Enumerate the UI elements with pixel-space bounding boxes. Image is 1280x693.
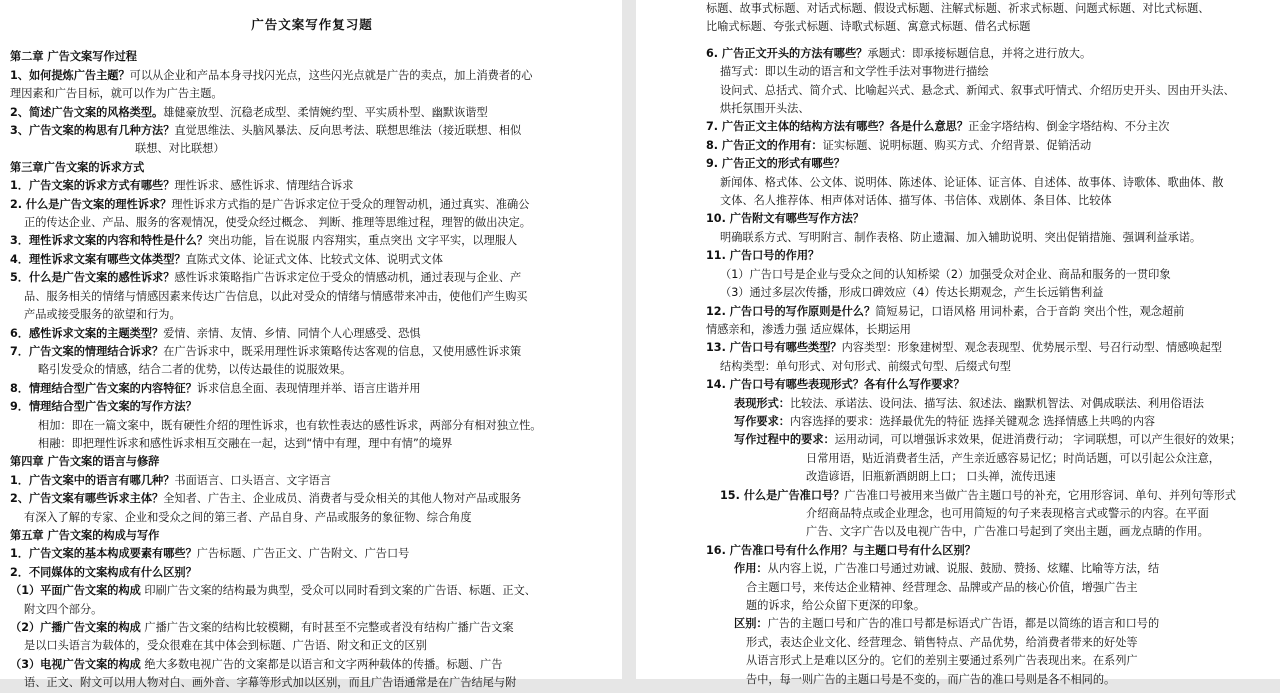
question-label: 2. 什么是广告文案的理性诉求？ <box>10 197 172 211</box>
answer-text: 介绍商品特点或企业理念，也可用简短的句子来表现格言式或警示的内容。在平面 <box>806 506 1209 520</box>
text-line <box>706 118 1272 136</box>
answer-text: 在广告诉求中，既采用理性诉求策略传达客观的信息，又使用感性诉求策 <box>163 344 522 358</box>
question-label: 第二章 广告文案写作过程 <box>10 50 137 64</box>
text-line <box>706 505 1272 523</box>
text-line <box>706 615 1272 633</box>
text-line <box>706 542 1272 560</box>
answer-text: 从语言形式上是难以区分的。它们的差别主要通过系列广告表现出来。在系列广 <box>746 654 1138 668</box>
text-line <box>10 601 614 619</box>
text-line <box>706 671 1272 689</box>
answer-text: 形式，表达企业文化、经营理念、销售特点、产品优势，给消费者带来的好处等 <box>746 635 1138 649</box>
text-line <box>706 339 1272 357</box>
answer-text: 从内容上说，广告准口号通过劝诫、说服、鼓励、赞扬、炫耀、比喻等方法，结 <box>767 562 1160 576</box>
question-label: 2、简述广告文案的风格类型。 <box>10 105 164 119</box>
answer-text: 情感亲和，渗透力强 适应媒体，长期运用 <box>706 322 911 336</box>
question-label: 9. 广告正文的形式有哪些？ <box>706 157 845 171</box>
question-label: 1．广告文案的基本构成要素有哪些？ <box>10 547 197 561</box>
document-title: 广告文案写作复习题 <box>251 17 373 32</box>
question-label: 13. 广告口号有哪些类型？ <box>706 341 842 355</box>
answer-text: 绝大多数电视广告的文案都是以语言和文字两种载体的传播。标题、广告 <box>140 657 503 671</box>
answer-text: 广告标题、广告正文、广告附文、广告口号 <box>196 547 410 561</box>
document-page-left <box>0 0 622 690</box>
text-line <box>706 303 1272 321</box>
question-label: 12. 广告口号的写作原则是什么？ <box>706 304 876 318</box>
text-line <box>10 490 614 508</box>
text-line <box>10 637 614 655</box>
answer-text: 改造谚语，旧瓶新酒朗朗上口； 口头禅，流传迅速 <box>806 470 1056 484</box>
answer-text: 爱情、亲情、友情、乡情、同情个人心理感受、恐惧 <box>163 326 421 340</box>
question-label: 9．情理结合型广告文案的写作方法？ <box>10 400 197 414</box>
text-line <box>706 100 1272 118</box>
chapter-heading <box>10 453 614 471</box>
chapter-heading <box>10 159 614 177</box>
text-line <box>706 63 1272 81</box>
text-line <box>10 343 614 361</box>
answer-text: 理性诉求、感性诉求、情理结合诉求 <box>174 179 354 193</box>
answer-text: 全知者、广告主、企业成员、消费者与受众相关的其他人物对产品或服务 <box>163 492 522 506</box>
answer-text: 语、正文、附文可以用人物对白、画外音、字幕等形式加以区别，而且广告语通常是在广告结尾与附 <box>24 676 517 690</box>
question-label: 1．广告文案的诉求方式有哪些？ <box>10 179 175 193</box>
question-label: 10. 广告附文有哪些写作方法？ <box>706 212 864 226</box>
text-line <box>10 140 614 158</box>
answer-text: 广播广告文案的结构比较模糊，有时甚至不完整或者没有结构广播广告文案 <box>140 621 514 634</box>
answer-text: 突出功能，旨在说服 内容翔实，重点突出 文字平实，以理服人 <box>207 234 518 248</box>
answer-text: （1）广告口号是企业与受众之间的认知桥梁（2）加强受众对企业、商品和服务的一贯印象 <box>720 267 1171 281</box>
text-line <box>706 487 1272 505</box>
text-line <box>706 229 1272 247</box>
text-line <box>10 361 614 379</box>
answer-text: 标题、故事式标题、对话式标题、假设式标题、注解式标题、祈求式标题、问题式标题、对比式标题、 <box>706 2 1210 15</box>
answer-text: 直觉思维法、头脑风暴法、反向思考法、联想思维法（接近联想、相似 <box>174 124 522 138</box>
text-line <box>706 597 1272 615</box>
question-label: （3）电视广告文案的构成 <box>10 657 141 671</box>
question-label: （2）广播广告文案的构成 <box>10 621 141 634</box>
question-label: 7．广告文案的情理结合诉求？ <box>10 344 164 358</box>
question-label: 1、如何提炼广告主题？ <box>10 68 130 82</box>
answer-text: 书面语言、口头语言、文字语言 <box>174 473 332 487</box>
question-label: 4．理性诉求文案有哪些文体类型？ <box>10 252 186 266</box>
text-line <box>706 0 1272 18</box>
text-line <box>706 137 1272 155</box>
answer-text: 印刷广告文案的结构最为典型，受众可以同时看到文案的广告语、标题、正文、 <box>140 584 536 598</box>
text-line <box>706 45 1272 63</box>
question-label: 写作要求： <box>734 414 790 428</box>
answer-text: 联想、对比联想） <box>135 142 225 156</box>
text-line <box>706 174 1272 192</box>
text-line <box>706 358 1272 376</box>
answer-text: 简短易记，口语风格 用词朴素，合于音韵 突出个性，观念超前 <box>875 304 1185 318</box>
chapter-heading <box>10 527 614 545</box>
text-line <box>706 82 1272 100</box>
answer-text: 直陈式文体、论证式文体、比较式文体、说明式文体 <box>185 252 443 266</box>
text-line <box>10 177 614 195</box>
answer-text: 可以从企业和产品本身寻找闪光点，这些闪光点就是广告的卖点，加上消费者的心 <box>129 68 533 82</box>
answer-text: 产品或接受服务的欲望和行为。 <box>24 308 181 322</box>
text-line <box>706 652 1272 670</box>
question-label: 2．不同媒体的文案构成有什么区别？ <box>10 565 197 579</box>
text-line <box>706 523 1272 541</box>
question-label: 7. 广告正文主体的结构方法有哪些？各是什么意思？ <box>706 120 969 134</box>
question-label: 3、广告文案的构思有几种方法？ <box>10 124 175 138</box>
question-label: 14. 广告口号有哪些表现形式？各有什么写作要求？ <box>706 378 965 392</box>
question-label: 第四章 广告文案的语言与修辞 <box>10 455 160 469</box>
answer-text: 文体、名人推荐体、相声体对话体、描写体、书信体、戏剧体、条目体、比较体 <box>720 194 1112 208</box>
question-label: 表现形式： <box>734 396 790 410</box>
text-line <box>706 395 1272 413</box>
answer-text: 相融：即把理性诉求和感性诉求相互交融在一起，达到“情中有理，理中有情”的境界 <box>38 436 453 450</box>
text-line <box>10 269 614 287</box>
answer-text: 广告、文字广告以及电视广告中，广告准口号起到了突出主题，画龙点睛的作用。 <box>806 525 1209 539</box>
text-line <box>706 18 1272 36</box>
text-line <box>706 321 1272 339</box>
question-label: 5．什么是广告文案的感性诉求？ <box>10 271 175 285</box>
answer-text: （3）通过多层次传播，形成口碑效应（4）传达长期观念，产生长远销售利益 <box>720 286 1104 300</box>
text-line <box>10 582 614 600</box>
text-line <box>10 325 614 343</box>
text-line <box>10 398 614 416</box>
text-line <box>10 306 614 324</box>
text-line <box>10 674 614 692</box>
question-label: 16. 广告准口号有什么作用？与主题口号有什么区别？ <box>706 543 976 557</box>
text-line <box>706 266 1272 284</box>
question-label: 3．理性诉求文案的内容和特性是什么？ <box>10 234 208 248</box>
question-label: 11. 广告口号的作用？ <box>706 249 820 263</box>
chapter-heading <box>10 48 614 66</box>
answer-text: 有深入了解的专家、企业和受众之间的第三者、产品自身、产品或服务的象征物、综合角度 <box>24 510 472 524</box>
text-line <box>706 413 1272 431</box>
text-line <box>706 634 1272 652</box>
text-line <box>10 251 614 269</box>
answer-text: 承题式：即承接标题信息，并将之进行放大。 <box>867 46 1092 60</box>
answer-text: 设问式、总括式、简介式、比喻起兴式、悬念式、新闻式、叙事式吁情式、介绍历史开头、因由开头法、 <box>720 83 1235 97</box>
answer-text: 比喻式标题、夸张式标题、诗歌式标题、寓意式标题、借名式标题 <box>706 20 1031 34</box>
text-line <box>10 564 614 582</box>
text-line <box>706 284 1272 302</box>
text-line <box>10 122 614 140</box>
text-line <box>10 509 614 527</box>
text-line <box>10 417 614 435</box>
answer-text: 正金字塔结构、倒金字塔结构、不分主次 <box>968 120 1170 134</box>
answer-text: 合主题口号，来传达企业精神、经营理念、品牌或产品的核心价值，增强广告主 <box>746 580 1138 594</box>
answer-text: 内容类型：形象建树型、观念表现型、优势展示型、号召行动型、情感唤起型 <box>841 341 1222 355</box>
text-line <box>10 196 614 214</box>
answer-text: 广告的主题口号和广告的准口号都是标语式广告语，都是以简练的语言和口号的 <box>767 617 1160 631</box>
text-line <box>706 431 1272 449</box>
question-label: 8. 广告正文的作用有： <box>706 138 823 152</box>
text-line <box>706 210 1272 228</box>
answer-text: 告中，每一则广告的主题口号是不变的，而广告的准口号则是各不相同的。 <box>746 672 1116 686</box>
answer-text: 比较法、承诺法、设问法、描写法、叙述法、幽默机智法、对偶成联法、利用俗语法 <box>789 396 1204 410</box>
question-label: 写作过程中的要求： <box>734 433 835 447</box>
text-line <box>10 85 614 103</box>
answer-text: 证实标题、说明标题、购买方式、介绍背景、促销活动 <box>822 138 1092 152</box>
answer-text: 结构类型：单句形式、对句形式、前缀式句型、后缀式句型 <box>720 359 1011 373</box>
text-line <box>706 579 1272 597</box>
text-line <box>706 247 1272 265</box>
answer-text: 描写式：即以生动的语言和文学性手法对事物进行描绘 <box>720 65 989 79</box>
question-label: （1）平面广告文案的构成 <box>10 584 141 598</box>
question-label: 6．感性诉求文案的主题类型？ <box>10 326 164 340</box>
text-line <box>706 450 1272 468</box>
question-label: 区别： <box>734 617 768 631</box>
answer-text: 理性诉求方式指的是广告诉求定位于受众的理智动机，通过真实、准确公 <box>171 197 530 211</box>
text-line <box>706 376 1272 394</box>
answer-text: 相加：即在一篇文案中，既有硬性介绍的理性诉求，也有软性表达的感性诉求，两部分有相对独立性。 <box>38 418 542 432</box>
text-line <box>10 67 614 85</box>
question-label: 6. 广告正文开头的方法有哪些？ <box>706 46 868 60</box>
answer-text: 是以口头语言为载体的，受众很难在其中体会到标题、广告语、附文和正文的区别 <box>24 639 427 653</box>
text-line <box>10 288 614 306</box>
text-line <box>10 656 614 674</box>
answer-text: 诉求信息全面、表现情理并举、语言庄谐并用 <box>196 381 421 395</box>
answer-text: 感性诉求策略指广告诉求定位于受众的情感动机，通过表现与企业、产 <box>174 271 522 285</box>
answer-text: 理因素和广告目标，就可以作为广告主题。 <box>10 87 223 101</box>
text-line <box>10 214 614 232</box>
text-line <box>10 104 614 122</box>
spacer <box>706 37 1272 45</box>
question-label: 8．情理结合型广告文案的内容特征？ <box>10 381 197 395</box>
right-page-body <box>706 0 1272 689</box>
text-line <box>706 560 1272 578</box>
answer-text: 广告准口号被用来当做广告主题口号的补充，它用形容词、单句、并列句等形式 <box>844 488 1236 502</box>
question-label: 作用： <box>734 562 768 576</box>
answer-text: 附文四个部分。 <box>24 602 103 616</box>
left-page-body <box>10 48 614 692</box>
question-label: 15. 什么是广告准口号？ <box>720 488 845 502</box>
question-label: 1．广告文案中的语言有哪几种？ <box>10 473 175 487</box>
text-line <box>706 192 1272 210</box>
text-line <box>10 380 614 398</box>
answer-text: 日常用语，贴近消费者生活，产生亲近感容易记忆；时尚话题，可以引起公众注意， <box>806 451 1220 465</box>
text-line <box>706 468 1272 486</box>
answer-text: 雄健豪放型、沉稳老成型、柔情婉约型、平实质朴型、幽默诙谐型 <box>163 105 488 119</box>
text-line <box>10 435 614 453</box>
text-line <box>706 155 1272 173</box>
answer-text: 新闻体、格式体、公文体、说明体、陈述体、论证体、证言体、自述体、故事体、诗歌体、歌曲体、散 <box>720 175 1224 189</box>
answer-text: 明确联系方式、写明附言、制作表格、防止遗漏、加入辅助说明、突出促销措施、强调利益承诺。 <box>720 230 1202 244</box>
answer-text: 运用动词，可以增强诉求效果，促进消费行动； 字词联想，可以产生很好的效果； <box>834 433 1242 447</box>
text-line <box>10 619 614 637</box>
answer-text: 品、服务相关的情绪与情感因素来传达广告信息，以此对受众的情绪与情感带来冲击，使他们产生购买 <box>24 289 528 303</box>
answer-text: 内容选择的要求：选择最优先的特征 选择关键观念 选择情感上共鸣的内容 <box>789 414 1156 428</box>
answer-text: 略引发受众的情感，结合二者的优势，以传达最佳的说服效果。 <box>38 363 352 377</box>
answer-text: 正的传达企业、产品、服务的客观情况，使受众经过概念、 判断、推理等思维过程，理智的做出决定。 <box>24 216 531 230</box>
answer-text: 题的诉求，给公众留下更深的印象。 <box>746 599 926 612</box>
question-label: 2、广告文案有哪些诉求主体？ <box>10 492 164 506</box>
text-line <box>10 472 614 490</box>
question-label: 第三章广告文案的诉求方式 <box>10 160 145 174</box>
text-line <box>10 232 614 250</box>
document-page-right <box>636 0 1280 686</box>
question-label: 第五章 广告文案的构成与写作 <box>10 528 160 542</box>
text-line <box>10 545 614 563</box>
answer-text: 烘托氛围开头法、 <box>720 102 810 116</box>
